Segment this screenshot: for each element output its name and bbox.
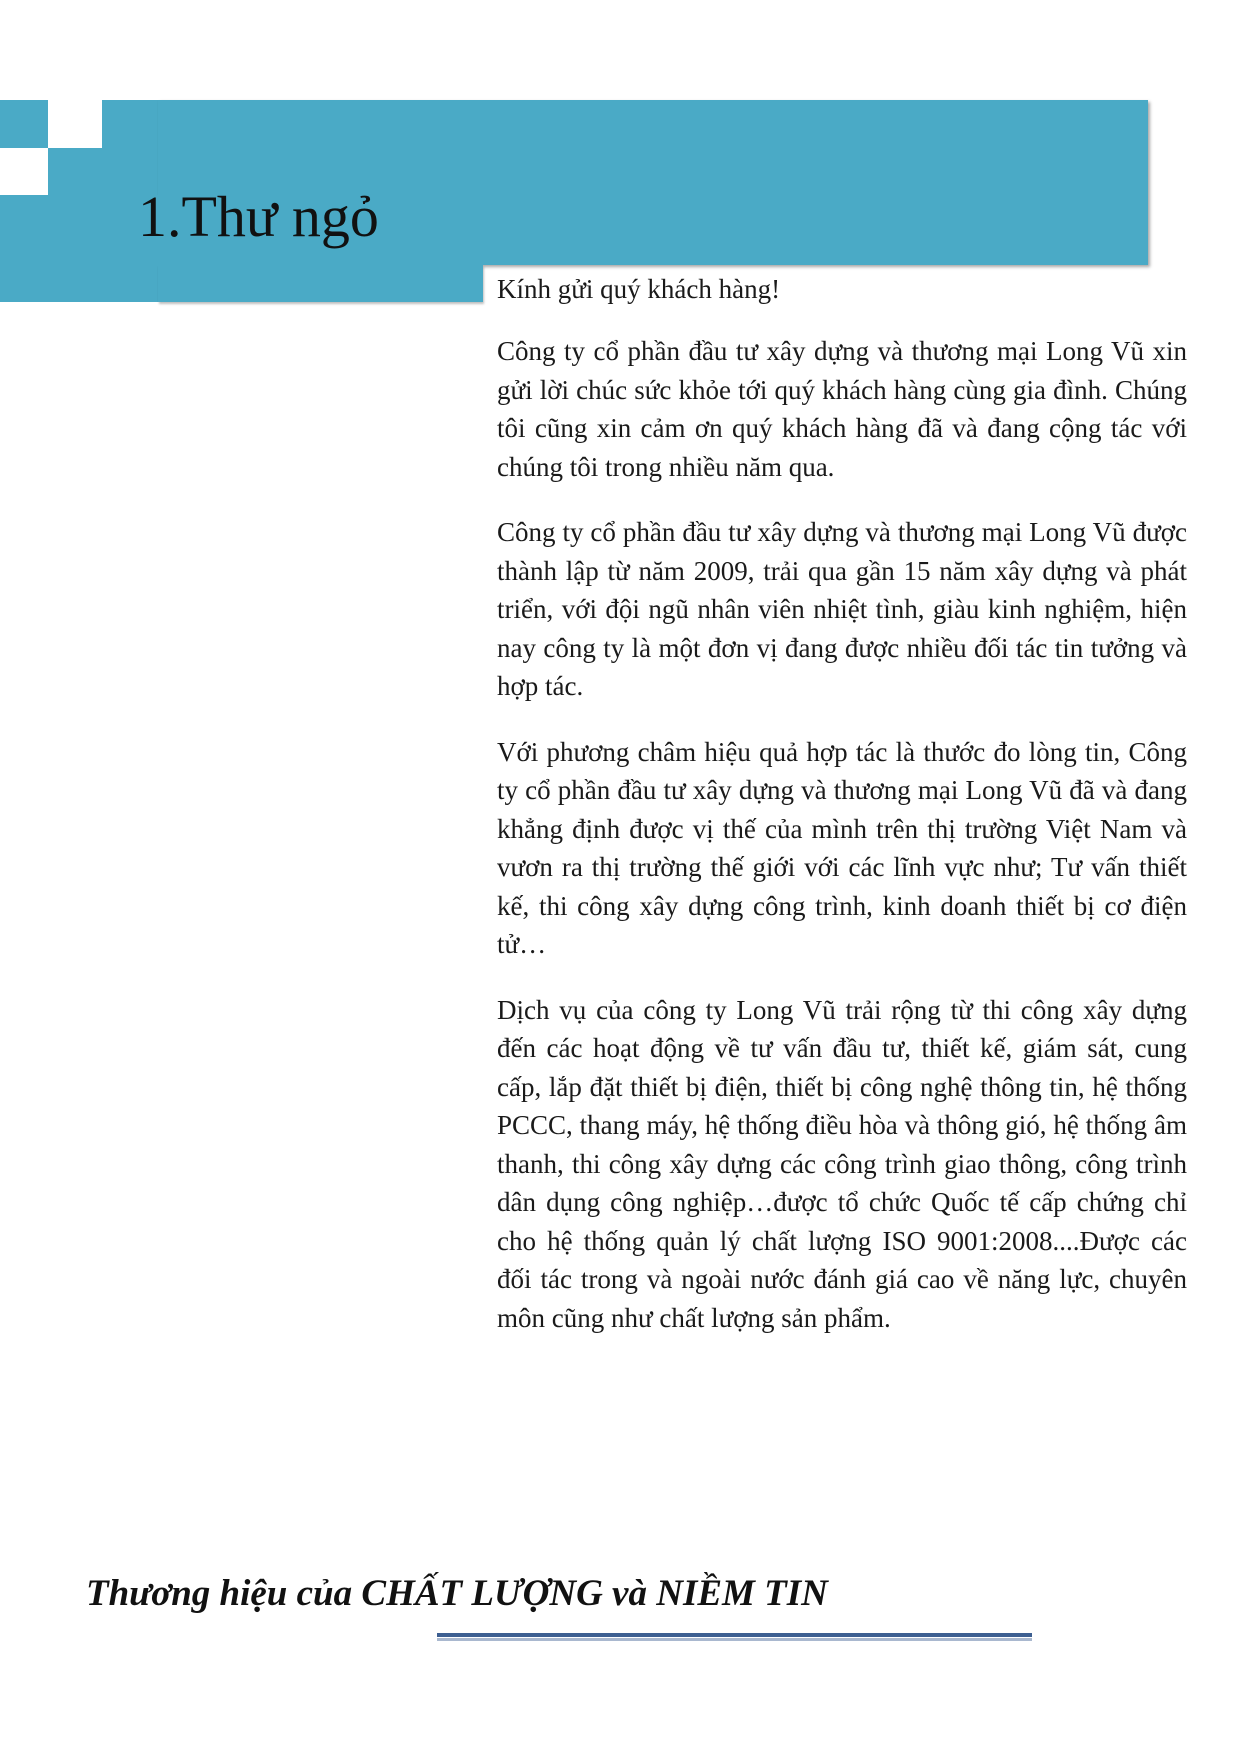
letter-greeting: Kính gửi quý khách hàng! bbox=[497, 274, 781, 304]
header-decor-square bbox=[102, 100, 158, 148]
page-title: 1.Thư ngỏ bbox=[138, 184, 379, 249]
letter-paragraph: Với phương châm hiệu quả hợp tác là thước đo lòng tin, Công ty cổ phần đầu tư xây dựng và thương mại Long Vũ đã và đang khẳng định được vị thế của mình trên thị trường Việt Nam và vươn ra thị trường thế giới với các lĩnh vực như; Tư vấn thiết kế, thi công xây dựng công trình, kinh doanh thiết bị cơ điện tử… bbox=[497, 736, 1187, 959]
footer-slogan: Thương hiệu của CHẤT LƯỢNG và NIỀM TIN bbox=[86, 1573, 828, 1614]
letter-paragraph: Công ty cổ phần đầu tư xây dựng và thương mại Long Vũ được thành lập từ năm 2009, trải qua gần 15 năm xây dựng và phát triển, với đội ngũ nhân viên nhiệt tình, giàu kinh nghiệm, hiện nay công ty là một đơn vị đang được nhiều đối tác tin tưởng và hợp tác. bbox=[497, 517, 1187, 701]
footer-divider bbox=[437, 1633, 1032, 1637]
footer-divider-shadow bbox=[437, 1638, 1032, 1641]
letter-paragraph: Công ty cổ phần đầu tư xây dựng và thương mại Long Vũ xin gửi lời chúc sức khỏe tới quý khách hàng cùng gia đình. Chúng tôi cũng xin cảm ơn quý khách hàng đã và đang cộng tác với chúng tôi trong nhiều năm qua. bbox=[497, 336, 1187, 482]
header-decor-square bbox=[48, 148, 102, 195]
header-decor-square bbox=[0, 100, 48, 148]
header-band-left bbox=[0, 195, 158, 302]
letter-paragraph: Dịch vụ của công ty Long Vũ trải rộng từ thi công xây dựng đến các hoạt động về tư vấn đầu tư, thiết kế, giám sát, cung cấp, lắp đặt thiết bị điện, thiết bị công nghệ thông tin, hệ thống PCCC, thang máy, hệ thống điều hòa và thông gió, hệ thống âm thanh, thi công xây dựng các công trình giao thông, công trình dân dụng công nghiệp…được tổ chức Quốc tế cấp chứng chỉ cho hệ thống quản lý chất lượng ISO 9001:2008....Được các đối tác trong và ngoài nước đánh giá cao về năng lực, chuyên môn cũng như chất lượng sản phẩm. bbox=[497, 994, 1187, 1333]
letter-body bbox=[497, 270, 1187, 1364]
header-band-lower bbox=[158, 265, 483, 302]
